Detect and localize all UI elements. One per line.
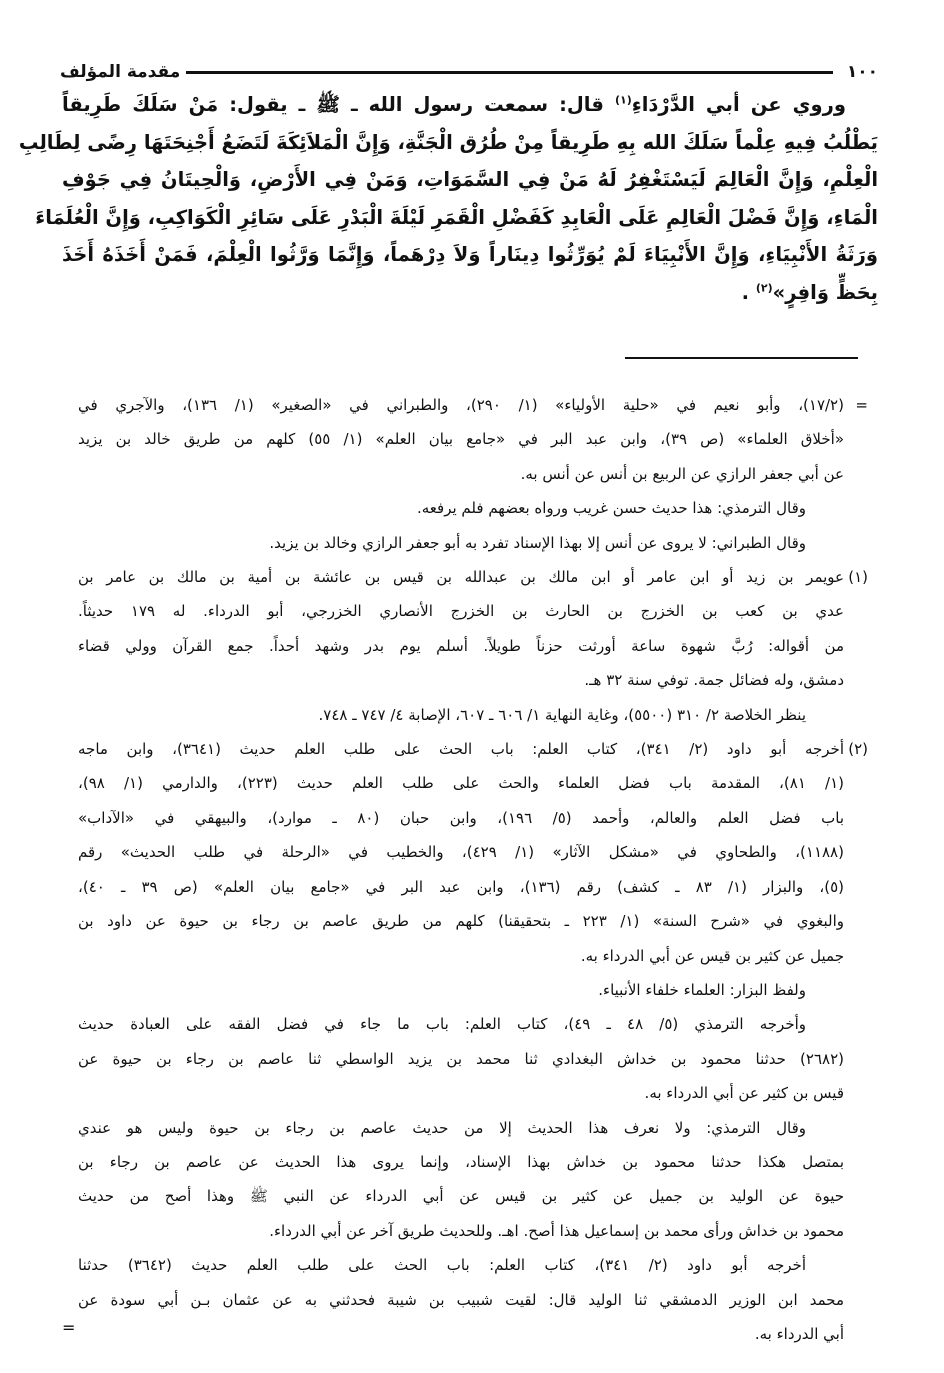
text-span: . — [741, 280, 756, 304]
footnote-line: وقال الطبراني: لا يروى عن أنس إلا بهذا الإسناد تفرد به أبو جعفر الرازي وخالد بن يزيد. — [269, 533, 806, 552]
footnote-line: محمود بن خداش ورأى محمد بن إسماعيل هذا أصح. اهـ. وللحديث طريق آخر عن أبي الدرداء. — [269, 1221, 844, 1240]
text-span: قال: سمعت رسول الله ـ ﷺ ـ يقول: مَنْ سَلَكَ طَرِيقاً — [62, 93, 615, 116]
footnote-line: وأخرجه الترمذي (٥/ ٤٨ ـ ٤٩)، كتاب العلم: باب ما جاء في فضل الفقه على العبادة حديث — [78, 1015, 807, 1034]
text-line: وَرَثَةُ الأَنْبِيَاءِ، وَإِنَّ الأَنْبِيَاءَ لَمْ يُوَرِّثُوا دِينَاراً وَلاَ دِرْهَماً، وَإِنَّمَا وَرَّثُوا الْعِلْمَ، فَمَنْ أَخَذَهُ أَخَذَ — [62, 243, 878, 266]
text-span: أخرجه أبو داود (٢/ ٣٤١)، كتاب العلم: باب الحث على طلب العلم حديث (٣٦٤١)، وابن ماجه — [78, 740, 844, 759]
text-line — [62, 274, 878, 312]
footnote-line: جميل عن كثير بن قيس عن أبي الدرداء به. — [580, 946, 844, 965]
header-rule — [186, 71, 833, 74]
continues-mark: = — [62, 1318, 76, 1337]
footnotes — [78, 388, 868, 1351]
footnote-line: دمشق، وله فضائل جمة. توفي سنة ٣٢ هـ. — [584, 671, 844, 690]
footnote-line: ينظر الخلاصة ٢/ ٣١٠ (٥٥٠٠)، وغاية النهاية ١/ ٦٠٦ ـ ٦٠٧، الإصابة ٤/ ٧٤٧ ـ ٧٤٨. — [318, 705, 806, 724]
text-line: الْعِلْمِ، وَإِنَّ الْعَالِمَ لَيَسْتَغْفِرُ لَهُ مَنْ فِي السَّمَوَاتِ، وَمَنْ فِي الأَرْضِ، وَالْحِيتَانُ فِي جَوْفِ — [62, 168, 878, 191]
footnote-ref-1: (١) — [614, 93, 632, 107]
text-line: يَطْلُبُ فِيهِ عِلْماً سَلَكَ الله بِهِ طَرِيقاً مِنْ طُرُق الْجَنَّةِ، وَإِنَّ الْمَلاَئِكَةَ لَتَضَعُ أَجْنِحَتَهَا رِضًى لِطَالِبِ — [18, 130, 878, 154]
main-text — [18, 86, 878, 311]
continuation-mark: = — [855, 396, 868, 414]
footnote-line: ولفظ البزار: العلماء خلفاء الأنبياء. — [598, 980, 806, 999]
section-title: مقدمة المؤلف — [60, 62, 181, 82]
footnote-line — [78, 388, 868, 422]
footnote-line: بمتصل هكذا حدثنا محمود بن خداش بهذا الإسناد، وإنما يروى هذا الحديث عن عاصم بن رجاء بن — [78, 1152, 844, 1171]
footnote-line: قيس بن كثير عن أبي الدرداء به. — [644, 1084, 844, 1103]
text-span: بِحَظٍّ وَافِرٍ» — [772, 280, 878, 304]
footnote-line: «أخلاق العلماء» (ص ٣٩)، وابن عبد البر في «جامع بيان العلم» (١/ ٥٥) كلهم من طريق خالد بن يزيد — [78, 430, 844, 449]
footnote-line — [78, 732, 868, 766]
footnote-ref-2: (٢) — [755, 281, 773, 294]
footnote-separator — [625, 357, 858, 359]
footnote-line: محمد ابن الوزير الدمشقي ثنا الوليد قال: لقيت شبيب بن شيبة فحدثني به عن عثمان بـن أبي سودة عن — [78, 1290, 844, 1309]
footnote-line: وقال الترمذي: هذا حديث حسن غريب ورواه بعضهم فلم يرفعه. — [417, 499, 806, 518]
footnote-line: (١/ ٨١)، المقدمة باب فضل العلماء والحث على طلب العلم حديث (٢٢٣)، والدارمي (١/ ٩٨)، — [78, 774, 844, 793]
footnote-line: والبغوي في «شرح السنة» (١/ ٢٢٣ ـ بتحقيقنا) كلهم من طريق عاصم بن رجاء بن حيوة عن داود بن — [78, 912, 844, 931]
text-line — [62, 86, 878, 124]
footnote-number-1: (١) — [848, 568, 868, 587]
footnote-line: حيوة عن الوليد بن جميل عن كثير بن قيس عن أبي الدرداء عن النبي ﷺ وهذا أصح من حديث — [78, 1187, 844, 1206]
footnote-line: عن أبي جعفر الرازي عن الربيع بن أنس عن أنس به. — [520, 464, 844, 483]
footnote-line: من أقواله: رُبَّ شهوة ساعة أورثت حزناً طويلاً. أسلم يوم بدر وشهد أحداً. جمع القرآن وولي قضاء — [78, 636, 844, 655]
text-span: (١٧/٢)، وأبو نعيم في «حلية الأولياء» (١/ ٢٩٠)، والطبراني في «الصغير» (١/ ١٣٦)، والآجري في — [78, 396, 844, 414]
page-number: ١٠٠ — [846, 62, 878, 82]
footnote-line: (٢٦٨٢) حدثنا محمود بن خداش البغدادي ثنا محمد بن يزيد الواسطي ثنا عاصم بن رجاء بن حيوة عن — [78, 1049, 844, 1068]
footnote-line: عدي بن كعب بن الخزرج بن الحارث بن الخزرج الأنصاري الخزرجي، أبو الدرداء. له ١٧٩ حديثاً. — [78, 602, 844, 621]
footnote-line: (٥)، والبزار (١/ ٨٣ ـ كشف) رقم (١٣٦)، وابن عبد البر في «جامع بيان العلم» (ص ٣٩ ـ ٤٠)، — [78, 877, 844, 896]
footnote-line: أبي الدرداء به. — [754, 1324, 844, 1343]
footnote-line — [78, 560, 868, 594]
footnote-line: باب فضل العلم والعالم، وأحمد (٥/ ١٩٦)، وابن حبان (٨٠ ـ موارد)، والبيهقي في «الآداب» — [78, 808, 845, 827]
text-span: عويمر بن زيد أو ابن عامر أو ابن مالك بن عبدالله بن قيس بن عائشة بن أمية بن مالك بن عامر بن — [78, 568, 844, 587]
text-line: الْمَاءِ، وَإِنَّ فَضْلَ الْعَالِمِ عَلَى الْعَابِدِ كَفَضْلِ الْقَمَرِ لَيْلَةَ الْبَدْرِ عَلَى سَائِرِ الْكَوَاكِبِ، وَإِنَّ الْعُلَمَاءَ — [35, 205, 878, 229]
footnote-line: (١١٨٨)، والطحاوي في «مشكل الآثار» (١/ ٤٢٩)، والخطيب في «الرحلة في طلب الحديث» رقم — [78, 843, 844, 862]
running-header — [60, 58, 878, 86]
footnote-line: وقال الترمذي: ولا نعرف هذا الحديث إلا من حديث عاصم بن رجاء بن حيوة وليس هو عندي — [78, 1118, 806, 1137]
footnote-line: أخرجه أبو داود (٢/ ٣٤١)، كتاب العلم: باب الحث على طلب العلم حديث (٣٦٤٢) حدثنا — [78, 1256, 806, 1275]
text-span: وروي عن أبي الدَّرْدَاءِ — [631, 93, 846, 116]
footnote-number-2: (٢) — [848, 740, 868, 759]
